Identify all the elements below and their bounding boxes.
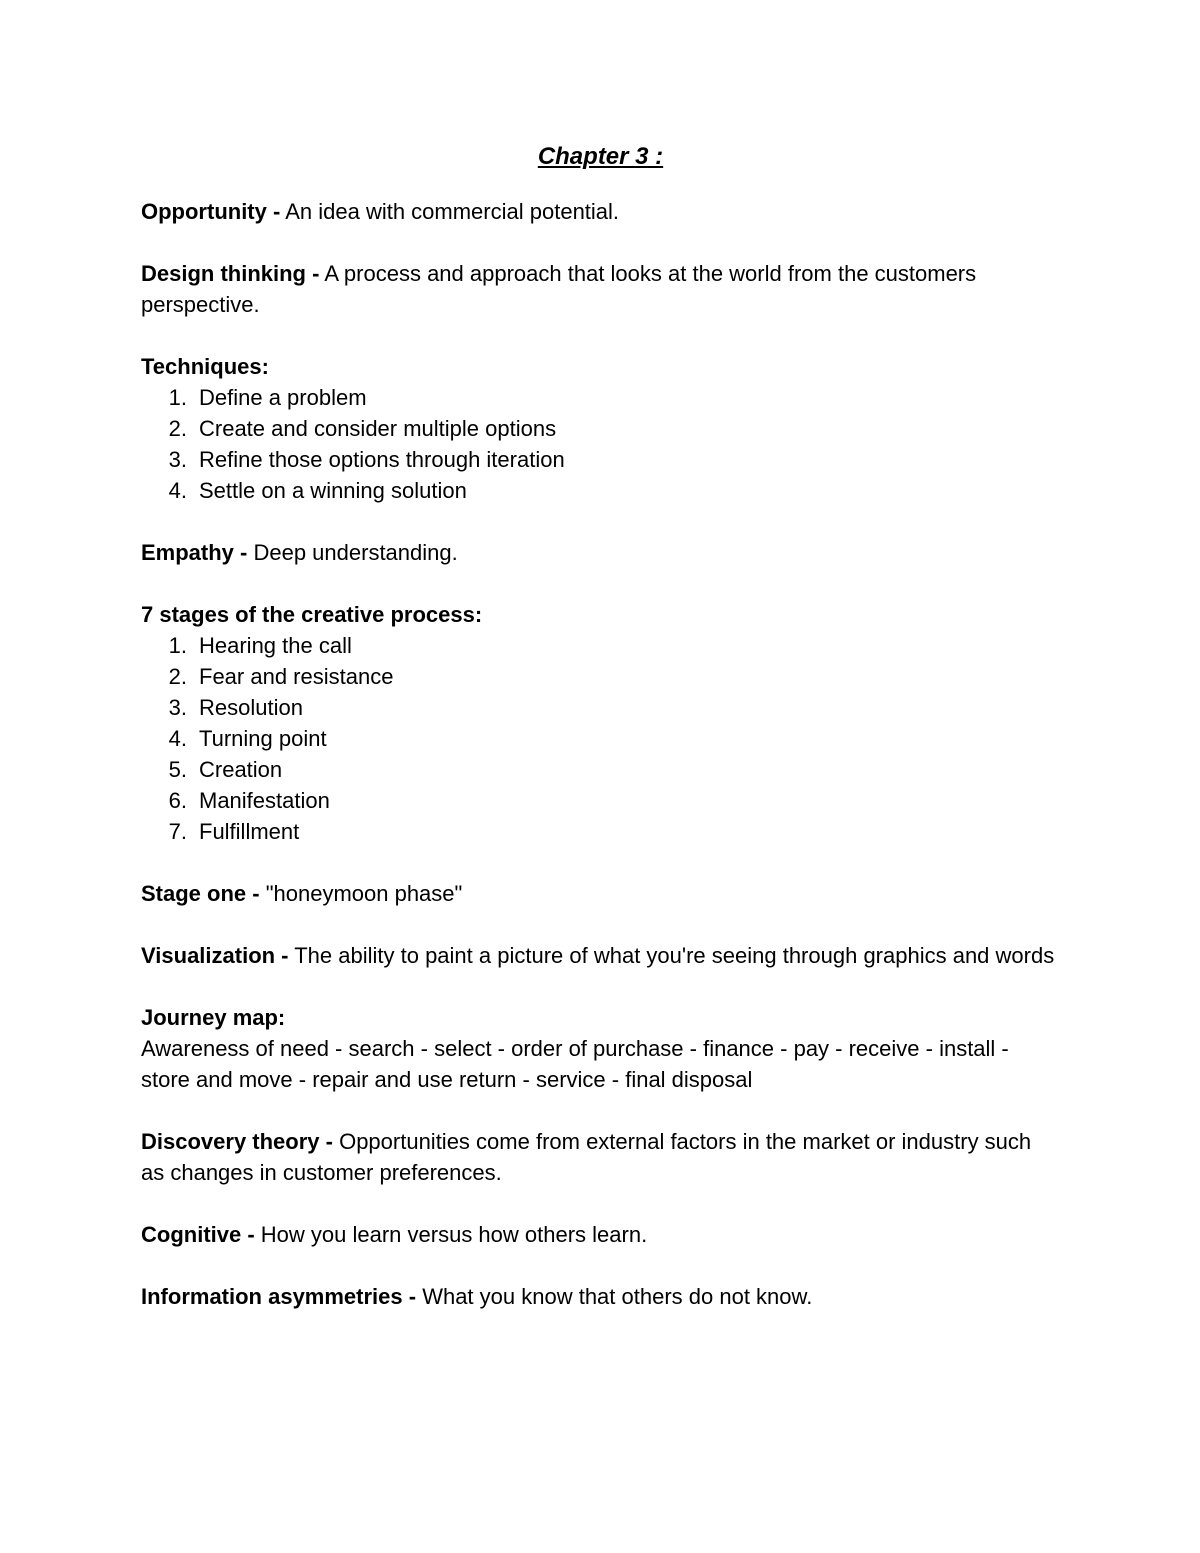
definition-discovery-theory bbox=[141, 1126, 1060, 1188]
term-label: Cognitive - bbox=[141, 1222, 255, 1247]
definition-text: The ability to paint a picture of what you're seeing through graphics and words bbox=[288, 943, 1055, 968]
list-number: 2. bbox=[168, 416, 187, 441]
techniques-heading bbox=[141, 351, 1060, 382]
definition-text: An idea with commercial potential. bbox=[280, 199, 620, 224]
list-item bbox=[141, 382, 1060, 413]
page-title: Chapter 3 : bbox=[537, 143, 664, 170]
list-number: 3. bbox=[168, 447, 187, 472]
list-number: 4. bbox=[168, 726, 187, 751]
definition-text: What you know that others do not know. bbox=[416, 1284, 813, 1309]
list-number: 6. bbox=[168, 788, 187, 813]
list-item-text: Hearing the call bbox=[199, 633, 352, 658]
definition-stage-one bbox=[141, 878, 1060, 909]
term-label: Empathy - bbox=[141, 540, 248, 565]
term-label: Discovery theory - bbox=[141, 1129, 333, 1154]
list-number: 3. bbox=[168, 695, 187, 720]
definition-cognitive bbox=[141, 1219, 1060, 1250]
list-item bbox=[141, 661, 1060, 692]
section-heading: Techniques: bbox=[141, 354, 269, 379]
definition-design-thinking bbox=[141, 258, 1060, 320]
list-number: 7. bbox=[168, 819, 187, 844]
list-item bbox=[141, 723, 1060, 754]
list-item-text: Refine those options through iteration bbox=[199, 447, 565, 472]
list-number: 5. bbox=[168, 757, 187, 782]
list-item-text: Settle on a winning solution bbox=[199, 478, 467, 503]
list-item-text: Manifestation bbox=[199, 788, 330, 813]
definition-information-asymmetries bbox=[141, 1281, 1060, 1312]
techniques-list bbox=[141, 382, 1060, 506]
definition-visualization bbox=[141, 940, 1060, 971]
stages-heading bbox=[141, 599, 1060, 630]
journey-map-heading bbox=[141, 1002, 1060, 1033]
list-number: 2. bbox=[168, 664, 187, 689]
list-item-text: Fear and resistance bbox=[199, 664, 394, 689]
list-item-text: Define a problem bbox=[199, 385, 367, 410]
definition-text: How you learn versus how others learn. bbox=[254, 1222, 648, 1247]
term-label: Visualization - bbox=[141, 943, 289, 968]
term-label: Information asymmetries - bbox=[141, 1284, 417, 1309]
definition-text: Deep understanding. bbox=[247, 540, 458, 565]
list-item bbox=[141, 816, 1060, 847]
term-label: Design thinking - bbox=[141, 261, 320, 286]
list-item-text: Turning point bbox=[199, 726, 327, 751]
list-item-text: Creation bbox=[199, 757, 283, 782]
list-number: 4. bbox=[168, 478, 187, 503]
section-heading: Journey map: bbox=[141, 1005, 286, 1030]
term-label: Stage one - bbox=[141, 881, 260, 906]
list-item-text: Create and consider multiple options bbox=[199, 416, 557, 441]
list-item bbox=[141, 444, 1060, 475]
journey-map-text: Awareness of need - search - select - order of purchase - finance - pay - receive - install - store and move - repair and use return - service - final disposal bbox=[141, 1036, 1009, 1092]
stages-list bbox=[141, 630, 1060, 847]
section-heading: 7 stages of the creative process: bbox=[141, 602, 483, 627]
list-item bbox=[141, 630, 1060, 661]
list-number: 1. bbox=[168, 385, 187, 410]
list-item bbox=[141, 754, 1060, 785]
list-item bbox=[141, 692, 1060, 723]
term-label: Opportunity - bbox=[141, 199, 281, 224]
definition-text: "honeymoon phase" bbox=[259, 881, 463, 906]
definition-text: Opportunities come from external factors in the market or industry such as changes in customer preferences. bbox=[141, 1129, 1032, 1185]
definition-empathy bbox=[141, 537, 1060, 568]
list-item bbox=[141, 475, 1060, 506]
list-item bbox=[141, 785, 1060, 816]
list-item-text: Resolution bbox=[199, 695, 303, 720]
list-item bbox=[141, 413, 1060, 444]
list-item-text: Fulfillment bbox=[199, 819, 300, 844]
definition-opportunity bbox=[141, 196, 1060, 227]
list-number: 1. bbox=[168, 633, 187, 658]
definition-text: A process and approach that looks at the world from the customers perspective. bbox=[141, 261, 977, 317]
